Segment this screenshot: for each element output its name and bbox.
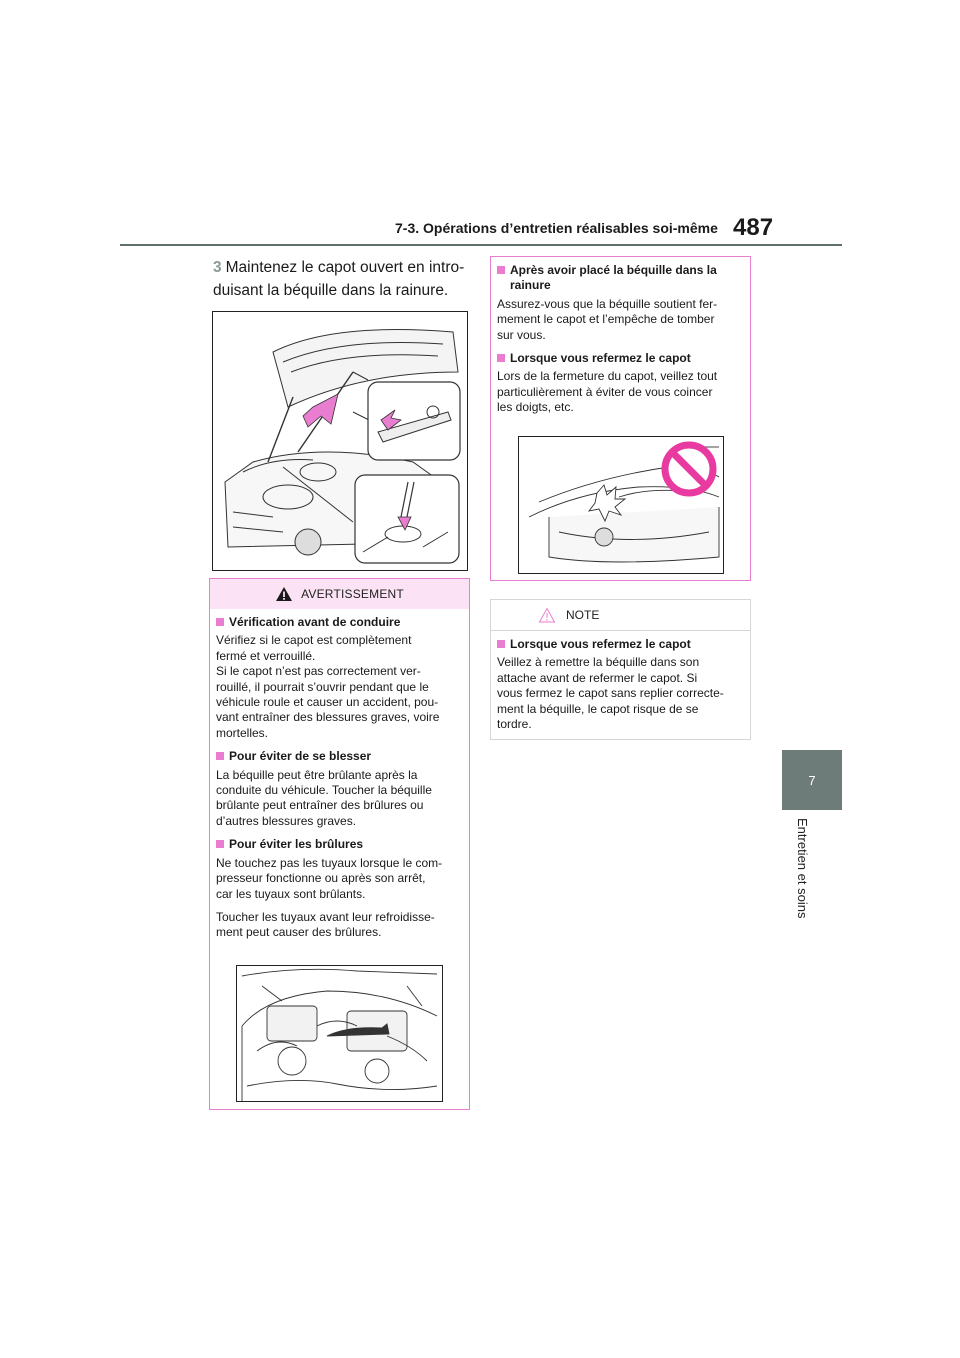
warning-paragraph: Toucher les tuyaux avant leur refroidisse- ment peut causer des brûlures. xyxy=(216,909,435,940)
step-number: 3 xyxy=(213,259,222,276)
chapter-label: Entretien et soins xyxy=(795,818,810,919)
engine-drawing xyxy=(237,966,442,1101)
warning-paragraph: Ne touchez pas les tuyaux lorsque le com- presseur fonctionne ou après son arrêt, car les tuyaux sont brûlants. xyxy=(216,855,443,901)
note-header xyxy=(491,600,750,631)
note-box xyxy=(490,599,751,740)
caution-triangle-icon xyxy=(538,607,556,623)
warning-paragraph: La béquille peut être brûlante après la conduite du véhicule. Toucher la béquille brûlante peut entraîner des brûlures ou d’autres blessures graves. xyxy=(216,767,432,828)
bullet-square xyxy=(216,752,224,760)
header-rule xyxy=(120,244,842,246)
bullet-square xyxy=(216,840,224,848)
warning-content xyxy=(210,609,469,941)
bullet-square xyxy=(497,354,505,362)
hood-closing-drawing xyxy=(519,437,723,573)
warning-triangle-icon xyxy=(275,586,293,602)
note-paragraph: Veillez à remettre la béquille dans son attache avant de refermer le capot. Si vous fermez le capot sans replier correcte- ment la béquille, le capot risque de se tordre. xyxy=(497,655,724,732)
step-instruction xyxy=(213,256,473,302)
note-content xyxy=(491,631,750,732)
note-section-title: Lorsque vous refermez le capot xyxy=(497,637,744,652)
bullet-square xyxy=(216,618,224,626)
note-heading: NOTE xyxy=(566,608,600,622)
warning-section-title: Pour éviter les brûlures xyxy=(216,837,463,852)
warning-header xyxy=(210,579,469,609)
warning-heading: AVERTISSEMENT xyxy=(301,587,404,601)
warning-paragraph: Vérifiez si le capot est complètement fermé et verrouillé. Si le capot n’est pas correctement ver- rouillé, il pourrait s’ouvrir pendant que le véhicule roule et causer un accident, pou- vant entraîner des blessures graves, voire mortelles. xyxy=(216,633,440,740)
chapter-number: 7 xyxy=(808,772,816,788)
hood-stay-drawing xyxy=(213,312,467,570)
prohibition-icon xyxy=(665,445,713,493)
chapter-tab[interactable] xyxy=(782,750,842,810)
section-title: 7-3. Opérations d’entretien réalisables soi-même xyxy=(395,220,718,236)
closing-section-title: Après avoir placé la béquille dans la rainure xyxy=(497,263,744,294)
closing-paragraph: Lors de la fermeture du capot, veillez tout particulièrement à éviter de vous coincer les doigts, etc. xyxy=(497,369,718,415)
warning-section-title: Vérification avant de conduire xyxy=(216,615,463,630)
closing-warning-content xyxy=(491,257,750,416)
hood-closing-illustration xyxy=(518,436,724,574)
warning-section-title: Pour éviter de se blesser xyxy=(216,749,463,764)
step-text: Maintenez le capot ouvert en intro- duisant la béquille dans la rainure. xyxy=(213,259,465,299)
hood-stay-illustration xyxy=(212,311,468,571)
bullet-square xyxy=(497,640,505,648)
engine-pipes-illustration xyxy=(236,965,443,1102)
closing-paragraph: Assurez-vous que la béquille soutient fer- mement le capot et l’empêche de tomber sur vous. xyxy=(497,296,718,342)
closing-section-title: Lorsque vous refermez le capot xyxy=(497,351,744,366)
page-number: 487 xyxy=(733,214,774,241)
bullet-square xyxy=(497,266,505,274)
